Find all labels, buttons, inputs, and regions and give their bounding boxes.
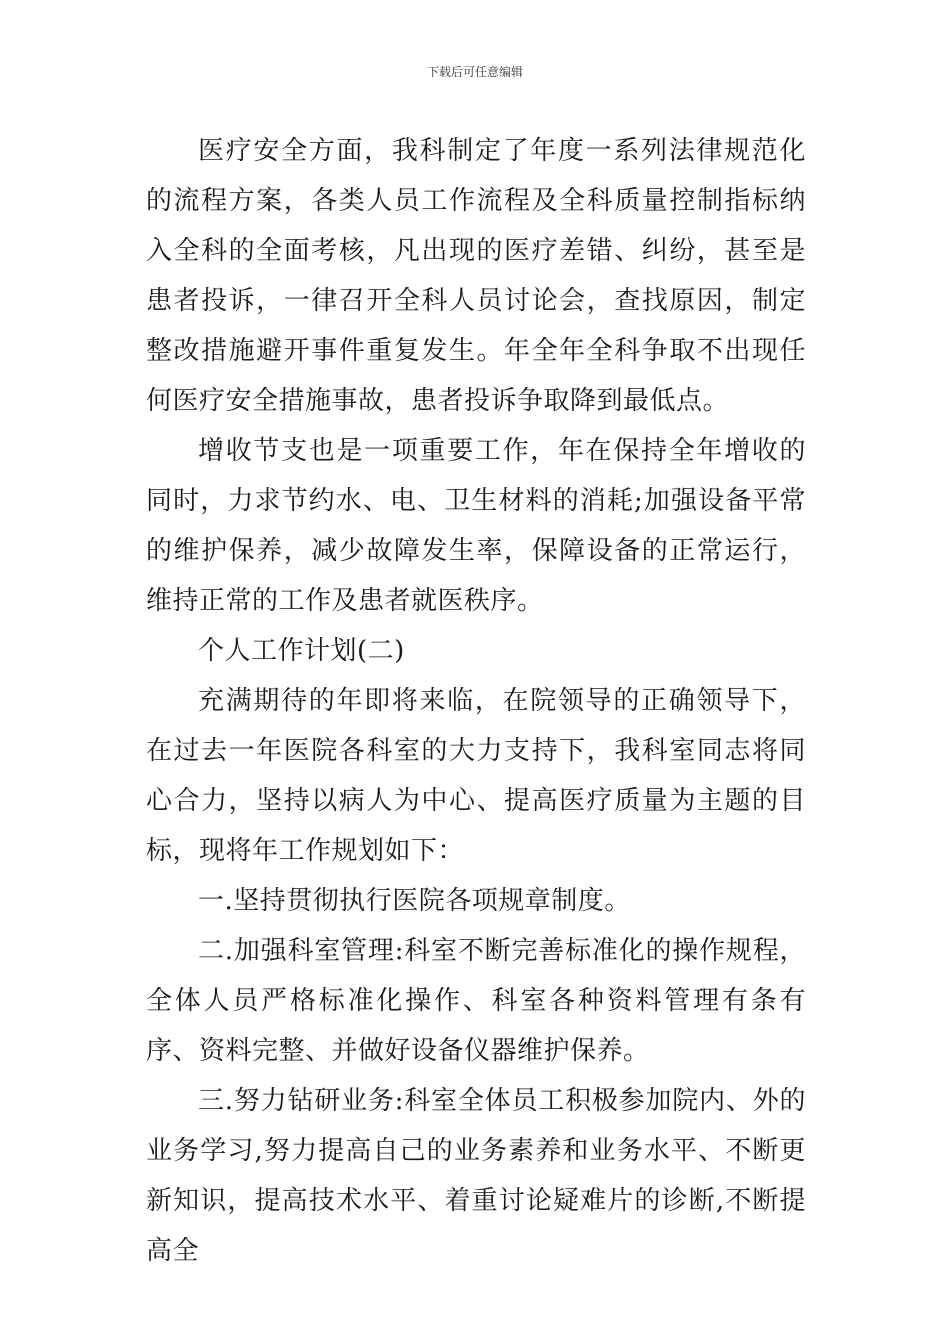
page-header: 下载后可任意编辑 (426, 65, 523, 79)
document-body (146, 126, 806, 1276)
list-item-management: 二.加强科室管理:科室不断完善标准化的操作规程，全体人员严格标准化操作、科室各种资料管理有条有序、资料完整、并做好设备仪器维护保养。 (146, 936, 806, 1066)
paragraph-medical-safety: 医疗安全方面，我科制定了年度一系列法律规范化的流程方案，各类人员工作流程及全科质量控制指标纳入全科的全面考核，凡出现的医疗差错、纠纷，甚至是患者投诉，一律召开全科人员讨论会，查找原因，制定整改措施避开事件重复发生。年全年全科争取不出现任何医疗安全措施事故，患者投诉争取降到最低点。 (146, 136, 806, 416)
list-item-study: 三.努力钻研业务:科室全体员工积极参加院内、外的业务学习,努力提高自己的业务素养和业务水平、不断更新知识，提高技术水平、着重讨论疑难片的诊断,不断提高全 (146, 1086, 806, 1266)
paragraph-cost-saving: 增收节支也是一项重要工作，年在保持全年增收的同时，力求节约水、电、卫生材料的消耗;加强设备平常的维护保养，减少故障发生率，保障设备的正常运行，维持正常的工作及患者就医秩序。 (146, 436, 806, 616)
list-item-rules: 一.坚持贯彻执行医院各项规章制度。 (198, 886, 631, 916)
paragraph-intro: 充满期待的年即将来临，在院领导的正确领导下，在过去一年医院各科室的大力支持下，我科室同志将同心合力，坚持以病人为中心、提高医疗质量为主题的目标，现将年工作规划如下： (146, 686, 806, 866)
section-heading: 个人工作计划(二) (198, 636, 405, 666)
